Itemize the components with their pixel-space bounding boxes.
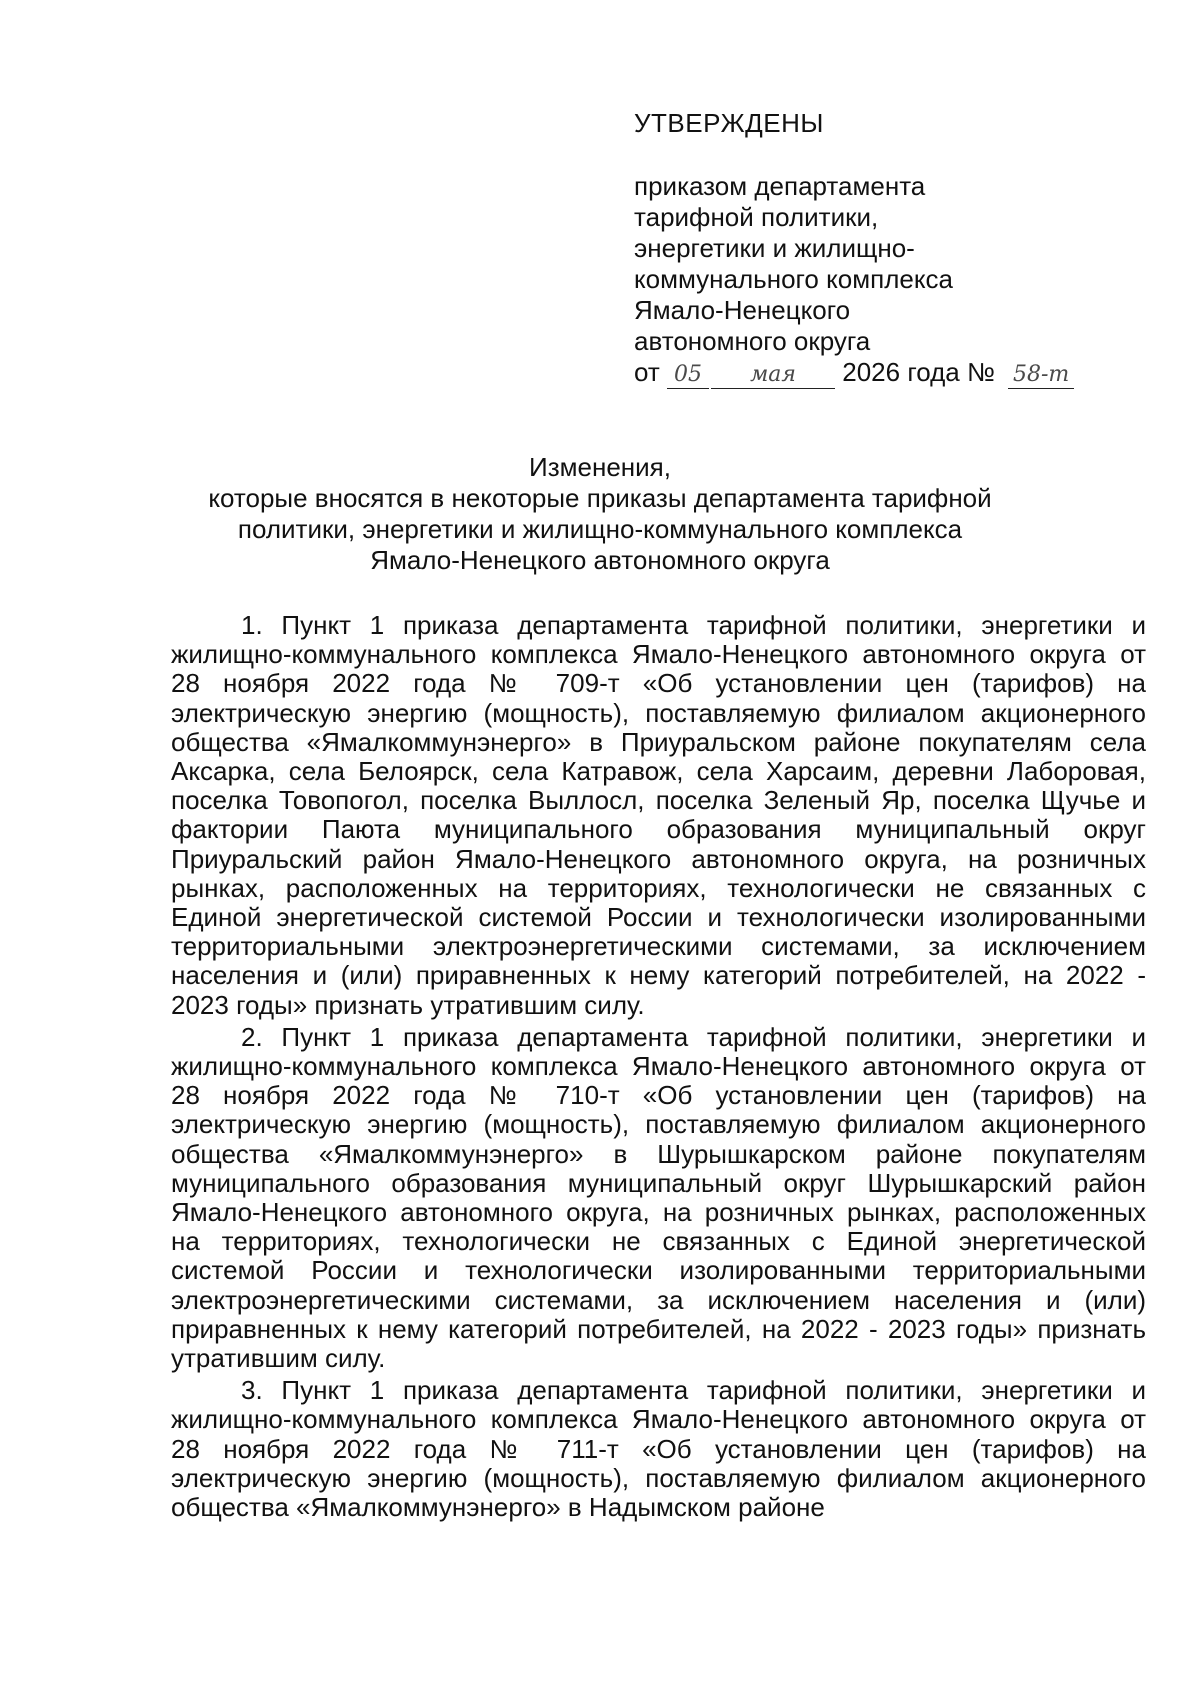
approval-line: коммунального комплекса [634, 264, 953, 294]
date-year-text: 2026 года № [842, 357, 995, 387]
paragraph-3: 3. Пункт 1 приказа департамента тарифной политики, энергетики и жилищно-коммунального комплекса Ямало-Ненецкого автономного округа от 28 ноября 2022 года № 711-т «Об установлении цен (тарифов) на электрическую энергию (мощность), поставляемую филиалом акционерного общества «Ямалкоммунэнерго» в Надымском районе [171, 1375, 1146, 1523]
approval-line: приказом департамента [634, 171, 926, 201]
date-prefix: от [634, 357, 660, 387]
paragraph-2: 2. Пункт 1 приказа департамента тарифной политики, энергетики и жилищно-коммунального комплекса Ямало-Ненецкого автономного округа от 28 ноября 2022 года № 710-т «Об установлении цен (тарифов) на электрическую энергию (мощность), поставляемую филиалом акционерного общества «Ямалкоммунэнерго» в Шурышкарском районе покупателям муниципального образования муниципальный округ Шурышкарский район Ямало-Ненецкого автономного округа, на розничных рынках, расположенных на территориях, технологически не связанных с Единой энергетической системой России и технологически изолированными территориальными электроэнергетическими системами, за исключением населения и (или) приравненных к нему категорий потребителей, на 2022 - 2023 годы» признать утратившим силу. [171, 1021, 1146, 1374]
paragraph-1: 1. Пункт 1 приказа департамента тарифной политики, энергетики и жилищно-коммунального комплекса Ямало-Ненецкого автономного округа от 28 ноября 2022 года № 709-т «Об установлении цен (тарифов) на электрическую энергию (мощность), поставляемую филиалом акционерного общества «Ямалкоммунэнерго» в Приуральском районе покупателям села Аксарка, села Белоярск, села Катравож, села Харсаим, деревни Лаборовая, поселка Товопогол, поселка Выллосл, поселка Зеленый Яр, поселка Щучье и фактории Паюта муниципального образования муниципальный округ Приуральский район Ямало-Ненецкого автономного округа, на розничных рынках, расположенных на территориях, технологически не связанных с Единой энергетической системой России и технологически изолированными территориальными электроэнергетическими системами, за исключением населения и (или) приравненных к нему категорий потребителей, на 2022 - 2023 годы» признать утратившим силу. [171, 610, 1146, 1020]
approval-line: Ямало-Ненецкого [634, 295, 851, 325]
approval-line: энергетики и жилищно- [634, 233, 915, 263]
title-line: которые вносятся в некоторые приказы департамента тарифной [208, 483, 992, 513]
title-line: Ямало-Ненецкого автономного округа [370, 545, 830, 575]
approval-heading: УТВЕРЖДЕНЫ [634, 108, 824, 138]
handwritten-day: 05 [667, 362, 709, 389]
approval-line: тарифной политики, [634, 202, 879, 232]
title-line: политики, энергетики и жилищно-коммунального комплекса [237, 514, 963, 544]
approval-line: автономного округа [634, 326, 871, 356]
approval-date-line [634, 357, 1154, 389]
document-title [150, 452, 1050, 576]
document-body [171, 611, 1146, 1522]
approval-block [634, 108, 1154, 389]
handwritten-order-number: 58-т [1008, 362, 1074, 389]
handwritten-month: мая [711, 362, 835, 389]
title-line: Изменения, [529, 452, 671, 482]
